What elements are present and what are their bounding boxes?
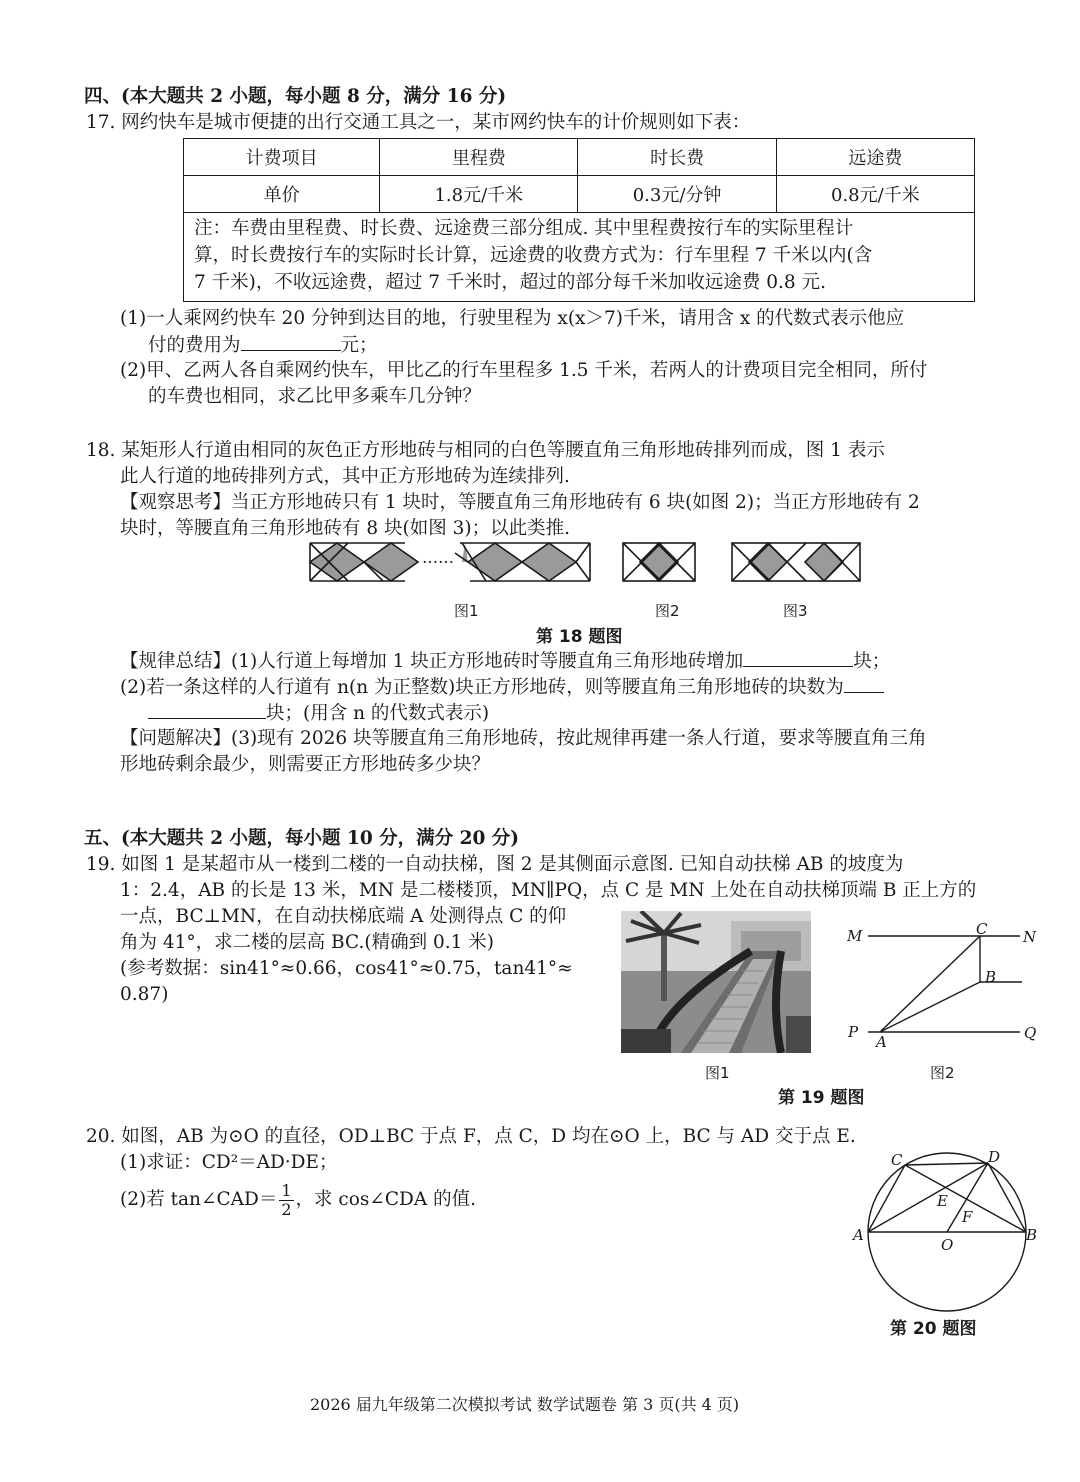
- q20-line1: 20. 如图，AB 为⊙O 的直径，OD⊥BC 于点 F，点 C，D 均在⊙O 上，BC 与 AD 交于点 E.: [86, 1126, 856, 1147]
- q17-part1-text: 付的费用为: [148, 335, 241, 356]
- section-5-header: 五、(本大题共 2 小题，每小题 10 分，满分 20 分): [84, 828, 520, 849]
- q19-line2: 1：2.4，AB 的长是 13 米，MN 是二楼楼顶，MN∥PQ，点 C 是 MN 上处在自动扶梯顶端 B 正上方的: [120, 880, 977, 901]
- fig1-left-strip: [310, 543, 418, 581]
- label-P: P: [848, 1023, 859, 1041]
- label-M: M: [847, 927, 863, 945]
- fig3-caption: 图3: [783, 602, 808, 620]
- q20-part2-text: (2)若 tan∠CAD＝: [120, 1189, 278, 1210]
- fig1-right-strip: [455, 543, 590, 581]
- segment-AB: [880, 982, 980, 1032]
- fee-table-header: 远途费: [776, 139, 974, 176]
- segment-AC: [880, 936, 980, 1032]
- label-C: C: [891, 1151, 903, 1169]
- q19-figure-title: 第 19 题图: [778, 1088, 865, 1108]
- note-line: 注：车费由里程费、时长费、远途费三部分组成. 其中里程费按行车的实际里程计: [194, 218, 854, 239]
- q19-line1: 19. 如图 1 是某超市从一楼到二楼的一自动扶梯，图 2 是其侧面示意图. 已知自动扶梯 AB 的坡度为: [86, 854, 904, 875]
- fee-table: [183, 138, 975, 213]
- fee-table-header: 里程费: [380, 139, 578, 176]
- q18-observe-line1: 【观察思考】当正方形地砖只有 1 块时，等腰直角三角形地砖有 6 块(如图 2)；当正方形地砖有 2: [120, 492, 920, 513]
- circle-diagram: [860, 1150, 1040, 1320]
- q17-part2-line2: 的车费也相同，求乙比甲多乘车几分钟？: [148, 386, 482, 407]
- label-B: B: [985, 968, 997, 986]
- label-C: C: [976, 920, 988, 938]
- fig2-strip: [623, 543, 695, 581]
- fig1-caption: 图1: [454, 602, 479, 620]
- label-A: A: [853, 1226, 864, 1244]
- q18-solve-line1: 【问题解决】(3)现有 2026 块等腰直角三角形地砖，按此规律再建一条人行道，要求等腰直角三角: [120, 728, 927, 749]
- q18-line1: 18. 某矩形人行道由相同的灰色正方形地砖与相同的白色等腰直角三角形地砖排列而成，图 1 表示: [86, 440, 885, 461]
- fee-table-row: [184, 176, 975, 213]
- q18-summary-2: [120, 674, 884, 701]
- q17-part1-unit: 元；: [340, 335, 378, 356]
- label-A: A: [876, 1033, 887, 1051]
- note-line: 算，时长费按行车的实际时长计算，远途费的收费方式为：行车里程 7 千米以内(含: [194, 245, 873, 266]
- answer-blank: [844, 674, 884, 693]
- page-footer: 2026 届九年级第二次模拟考试 数学试题卷 第 3 页(共 4 页): [310, 1395, 740, 1414]
- q17-stem: 17. 网约快车是城市便捷的出行交通工具之一，某市网约快车的计价规则如下表：: [86, 112, 751, 133]
- label-O: O: [941, 1236, 954, 1254]
- q17-part1-line2: [148, 332, 378, 359]
- q17-part2-line1: (2)甲、乙两人各自乘网约快车，甲比乙的行车里程多 1.5 千米，若两人的计费项目完全相同，所付: [120, 360, 928, 381]
- note-line: 7 千米)，不收远途费，超过 7 千米时，超过的部分每千米加收远途费 0.8 元.: [194, 272, 826, 293]
- q18-summary-1-unit: 块；: [853, 651, 891, 672]
- fee-table-cell: 单价: [184, 176, 380, 213]
- q20-part1: (1)求证：CD²＝AD·DE；: [120, 1152, 338, 1173]
- label-N: N: [1023, 928, 1037, 946]
- fraction-one-half: [279, 1182, 293, 1219]
- q20-part2: [120, 1180, 476, 1220]
- q19-line4: 角为 41°，求二楼的层高 BC.(精确到 0.1 米): [120, 932, 494, 953]
- fee-table-header: 时长费: [578, 139, 776, 176]
- q20-figure-title: 第 20 题图: [890, 1319, 977, 1339]
- q18-figure-title: 第 18 题图: [536, 627, 623, 647]
- answer-blank: [241, 332, 341, 351]
- q19-fig2-caption: 图2: [930, 1064, 955, 1082]
- q18-summary-1: [120, 648, 890, 675]
- q20-part2-tail: ，求 cos∠CDA 的值.: [295, 1189, 476, 1210]
- chord-CD: [905, 1163, 988, 1165]
- answer-blank: [148, 700, 266, 719]
- label-B: B: [1026, 1226, 1038, 1244]
- fraction-denominator: 2: [281, 1199, 292, 1219]
- fee-table-header-row: [184, 139, 975, 176]
- fee-table-cell: 1.8元/千米: [380, 176, 578, 213]
- q18-summary-2-unit: 块；(用含 n 的代数式表示): [266, 703, 490, 724]
- q18-solve-line2: 形地砖剩余最少，则需要正方形地砖多少块？: [120, 754, 491, 775]
- fee-table-note: [183, 212, 975, 302]
- fig1-ellipsis: ……: [422, 548, 454, 567]
- section-4-header: 四、(本大题共 2 小题，每小题 8 分，满分 16 分): [84, 86, 507, 107]
- label-Q: Q: [1024, 1024, 1037, 1042]
- q18-summary-1-text: 【规律总结】(1)人行道上每增加 1 块正方形地砖时等腰直角三角形地砖增加: [120, 651, 744, 672]
- fee-table-header: 计费项目: [184, 139, 380, 176]
- escalator-diagram: [840, 920, 1040, 1060]
- q17-part1-line1: (1)一人乘网约快车 20 分钟到达目的地，行驶里程为 x(x＞7)千米，请用含 x 的代数式表示他应: [120, 308, 905, 329]
- q18-observe-line2: 块时，等腰直角三角形地砖有 8 块(如图 3)；以此类推.: [120, 518, 570, 539]
- q18-summary-2-text: (2)若一条这样的人行道有 n(n 为正整数)块正方形地砖，则等腰直角三角形地砖的块数为: [120, 677, 844, 698]
- q18-line2: 此人行道的地砖排列方式，其中正方形地砖为连续排列.: [120, 466, 570, 487]
- q19-line6: 0.87): [120, 984, 169, 1005]
- label-E: E: [937, 1192, 948, 1210]
- fig2-caption: 图2: [655, 602, 680, 620]
- q18-summary-2-cont: [148, 700, 489, 727]
- q19-fig1-caption: 图1: [705, 1064, 730, 1082]
- tile-figures: [305, 538, 915, 590]
- fee-table-cell: 0.3元/分钟: [578, 176, 776, 213]
- fraction-numerator: 1: [281, 1180, 292, 1200]
- label-F: F: [962, 1208, 973, 1226]
- fee-table-cell: 0.8元/千米: [776, 176, 974, 213]
- escalator-photo: [621, 911, 811, 1053]
- fig3-strip: [732, 543, 860, 581]
- q19-line5: (参考数据：sin41°≈0.66，cos41°≈0.75，tan41°≈: [120, 958, 573, 979]
- label-D: D: [988, 1148, 1001, 1166]
- q19-line3: 一点，BC⊥MN，在自动扶梯底端 A 处测得点 C 的仰: [120, 906, 567, 927]
- answer-blank: [743, 648, 853, 667]
